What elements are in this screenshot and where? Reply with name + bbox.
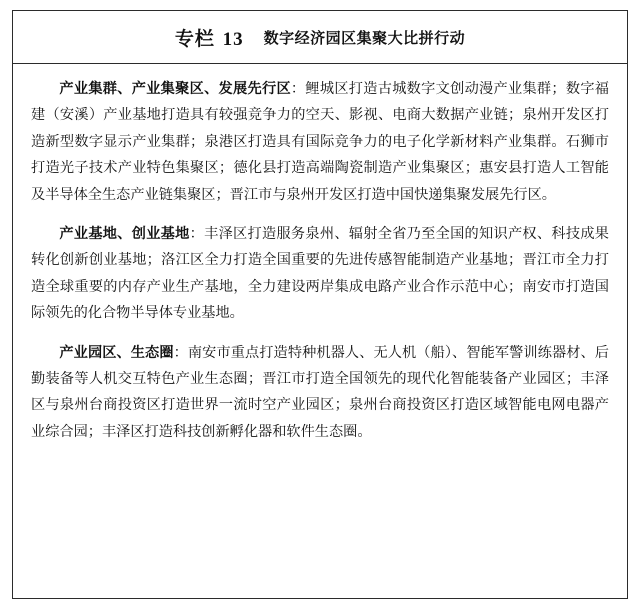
paragraph-industry-bases — [31, 221, 609, 327]
paragraph-text: ：南安市重点打造特种机器人、无人机（船）、智能军警训练器材、后勤装备等人机交互特色产业生态圈；晋江市打造全国领先的现代化智能装备产业园区；丰泽区与泉州台商投资区打造世界一流时空产业园区；泉州台商投资区打造区域智能电网电器产业综合园；丰泽区打造科技创新孵化器和软件生态圈。 — [31, 344, 609, 440]
paragraph-text: ：丰泽区打造服务泉州、辐射全省乃至全国的知识产权、科技成果转化创新创业基地；洛江区全力打造全国重要的先进传感智能制造产业基地；晋江市全力打造全球重要的内存产业生产基地，全力建设两岸集成电路产业合作示范中心；南安市打造国际领先的化合物半导体专业基地。 — [31, 226, 609, 322]
paragraph-lead: 产业园区、生态圈 — [59, 344, 174, 361]
column-header — [13, 11, 627, 64]
column-title: 数字经济园区集聚大比拼行动 — [263, 28, 466, 47]
column-label: 专栏 13 — [174, 27, 244, 50]
paragraph-industry-clusters — [31, 76, 609, 208]
paragraph-text: ：鲤城区打造古城数字文创动漫产业集群；数字福建（安溪）产业基地打造具有较强竞争力的空天、影视、电商大数据产业链；泉州开发区打造新型数字显示产业集群；泉港区打造具有国际竞争力的电子化学新材料产业集群。石狮市打造光子技术产业特色集聚区；德化县打造高端陶瓷制造产业集聚区；惠安县打造人工智能及半导体全生态产业链集聚区；晋江市与泉州开发区打造中国快递集聚发展先行区。 — [31, 81, 609, 203]
column-box — [12, 10, 628, 599]
paragraph-lead: 产业基地、创业基地 — [59, 226, 190, 243]
column-body — [13, 64, 627, 445]
paragraph-industry-parks — [31, 340, 609, 446]
paragraph-lead: 产业集群、产业集聚区、发展先行区 — [59, 81, 291, 97]
column-number: 13 — [222, 28, 244, 50]
